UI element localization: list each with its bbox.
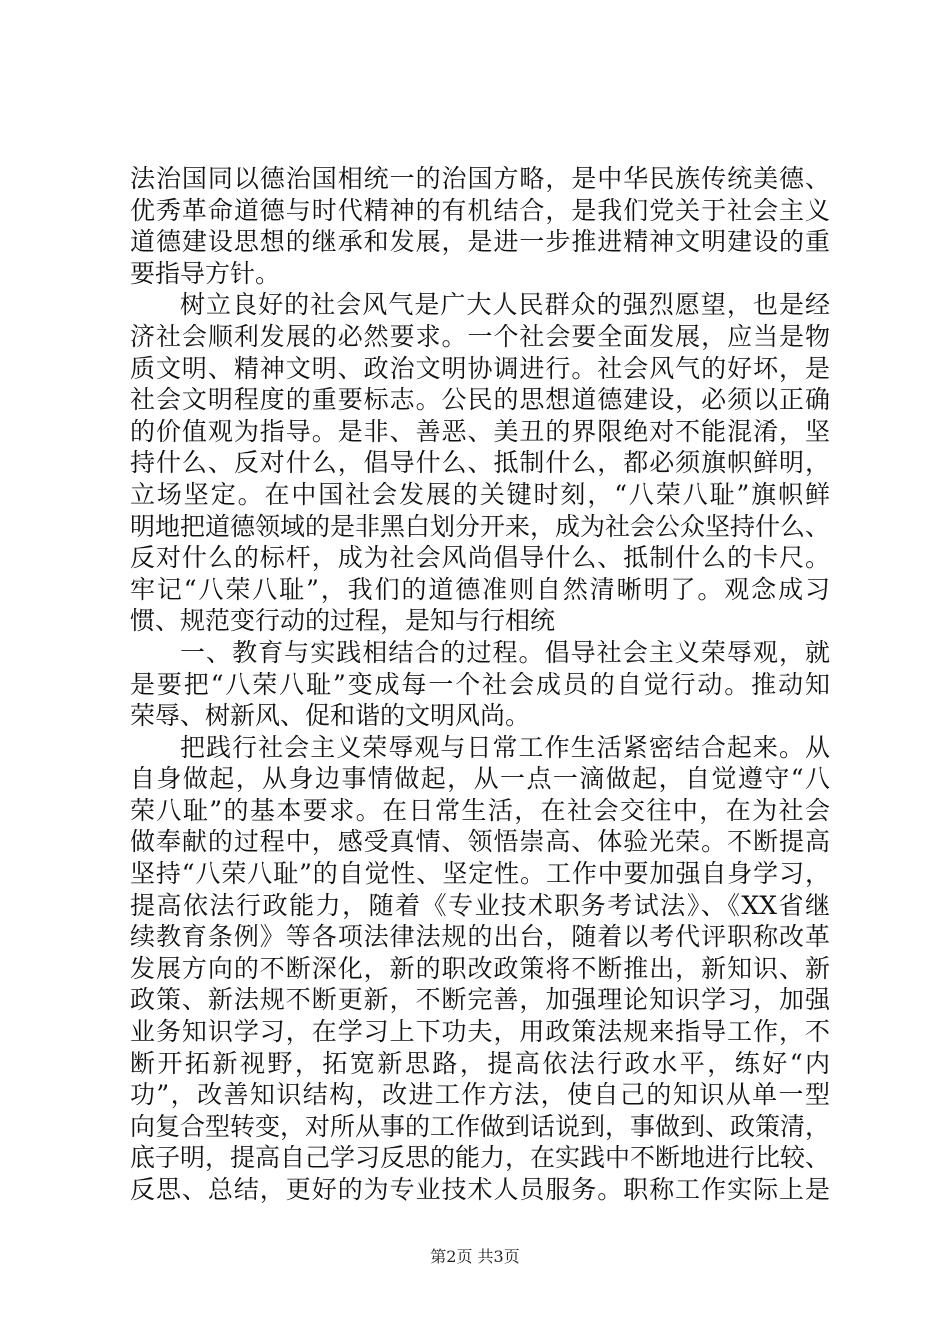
text-line: 功”，改善知识结构，改进工作方法，使自己的知识从单一型 — [130, 1080, 830, 1110]
text-line: 持什么、反对什么，倡导什么、抵制什么，都必须旗帜鲜明， — [130, 448, 830, 478]
text-line: 惯、规范变行动的过程，是知与行相统 — [130, 606, 556, 636]
text-line: 底子明，提高自己学习反思的能力，在实践中不断地进行比较、 — [130, 1143, 831, 1173]
text-line: 要指导方针。 — [130, 258, 281, 288]
text-line: 断开拓新视野，拓宽新思路，提高依法行政水平，练好“内 — [130, 1048, 830, 1078]
text-line: 是要把“八荣八耻”变成每一个社会成员的自觉行动。推动知 — [130, 669, 830, 699]
text-line: 自身做起，从身边事情做起，从一点一滴做起，自觉遵守“八 — [130, 764, 830, 794]
text-line: 明地把道德领域的是非黑白划分开来，成为社会公众坚持什么、 — [130, 511, 831, 541]
text-line: 牢记“八荣八耻”，我们的道德准则自然清晰明了。观念成习 — [130, 574, 830, 604]
text-line: 优秀革命道德与时代精神的有机结合，是我们党关于社会主义 — [130, 195, 830, 225]
text-line: 荣辱、树新风、促和谐的文明风尚。 — [130, 701, 531, 731]
text-line: 业务知识学习，在学习上下功夫，用政策法规来指导工作，不 — [130, 1017, 830, 1047]
text-line: 一、教育与实践相结合的过程。倡导社会主义荣辱观，就 — [180, 637, 830, 667]
text-line: 树立良好的社会风气是广大人民群众的强烈愿望，也是经 — [180, 290, 830, 320]
text-line: 坚持“八荣八耻”的自觉性、坚定性。工作中要加强自身学习， — [130, 859, 830, 889]
text-line: 质文明、精神文明、政治文明协调进行。社会风气的好坏，是 — [130, 353, 830, 383]
text-line: 立场坚定。在中国社会发展的关键时刻，“八荣八耻”旗帜鲜 — [130, 479, 830, 509]
document-body — [130, 163, 830, 1206]
text-line: 荣八耻”的基本要求。在日常生活，在社会交往中，在为社会 — [130, 795, 830, 825]
text-line: 法治国同以德治国相统一的治国方略，是中华民族传统美德、 — [130, 164, 830, 193]
text-line: 把践行社会主义荣辱观与日常工作生活紧密结合起来。从 — [180, 732, 830, 762]
text-line: 反对什么的标杆，成为社会风尚倡导什么、抵制什么的卡尺。 — [130, 543, 830, 573]
page-footer: 第2页 共3页 — [430, 1247, 520, 1266]
text-line: 道德建设思想的继承和发展，是进一步推进精神文明建设的重 — [130, 227, 830, 257]
text-line: 的价值观为指导。是非、善恶、美丑的界限绝对不能混淆，坚 — [130, 416, 830, 446]
text-line: 社会文明程度的重要标志。公民的思想道德建设，必须以正确 — [130, 385, 830, 415]
text-line: 政策、新法规不断更新，不断完善，加强理论知识学习，加强 — [130, 985, 830, 1015]
text-line: 济社会顺利发展的必然要求。一个社会要全面发展，应当是物 — [130, 321, 830, 351]
text-line: 提高依法行政能力，随着《专业技术职务考试法》、《XX省继 — [130, 890, 830, 920]
text-line: 发展方向的不断深化，新的职改政策将不断推出，新知识、新 — [130, 953, 830, 983]
text-line: 向复合型转变，对所从事的工作做到话说到，事做到、政策清， — [130, 1111, 831, 1141]
text-line: 做奉献的过程中，感受真情、领悟崇高、体验光荣。不断提高 — [130, 827, 830, 857]
text-line: 反思、总结，更好的为专业技术人员服务。职称工作实际上是 — [130, 1175, 830, 1204]
text-line: 续教育条例》等各项法律法规的出台，随着以考代评职称改革 — [130, 922, 830, 952]
